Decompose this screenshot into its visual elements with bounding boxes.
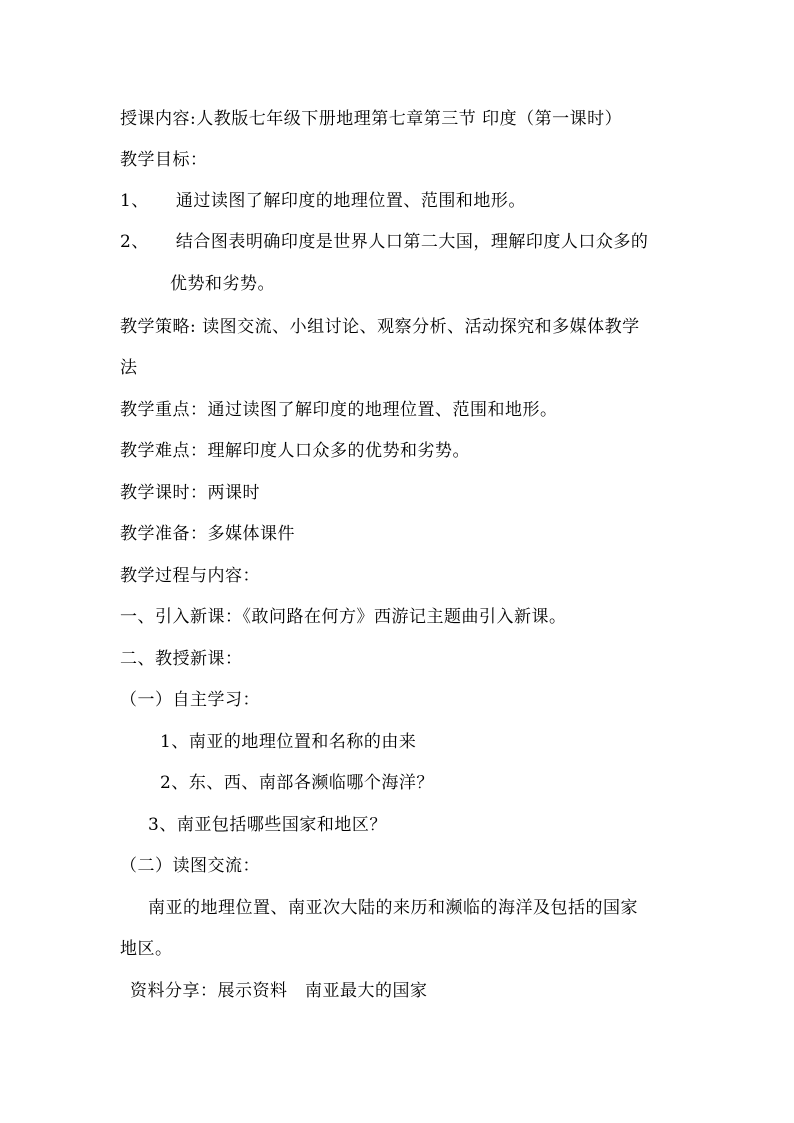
goal-2: [120, 231, 648, 253]
goal-1: [120, 190, 526, 212]
process-heading: 教学过程与内容：: [120, 566, 260, 586]
strategy-line-2: 法: [120, 358, 138, 378]
difficulty: 教学难点：理解印度人口众多的优势和劣势。: [120, 441, 470, 461]
goal-2-number: 2、: [120, 232, 149, 252]
strategy-line-1: 教学策略: 读图交流、小组讨论、观察分析、活动探究和多媒体教学: [120, 317, 640, 337]
goal-1-number: 1、: [120, 191, 149, 211]
paragraph-line-2: 地区。: [120, 939, 173, 959]
class-hours: 教学课时：两课时: [120, 483, 260, 503]
goals-heading: 教学目标：: [120, 150, 208, 170]
resource-share: 资料分享：展示资料 南亚最大的国家: [130, 981, 428, 1001]
preparation: 教学准备：多媒体课件: [120, 524, 295, 544]
teach-new-section: 二、教授新课：: [120, 649, 243, 669]
goal-2-text-line-1: 结合图表明确印度是世界人口第二大国，理解印度人口众多的: [175, 232, 649, 252]
map-reading-heading: （二）读图交流：: [120, 856, 260, 876]
goal-2-text-line-2: 优势和劣势。: [170, 274, 275, 294]
paragraph-line-1: 南亚的地理位置、南亚次大陆的来历和濒临的海洋及包括的国家: [148, 898, 638, 918]
course-content: 授课内容:人教版七年级下册地理第七章第三节 印度（第一课时）: [120, 109, 623, 129]
key-point: 教学重点：通过读图了解印度的地理位置、范围和地形。: [120, 400, 558, 420]
intro-section: 一、引入新课：《敢问路在何方》西游记主题曲引入新课。: [120, 607, 567, 627]
goal-1-text: 通过读图了解印度的地理位置、范围和地形。: [175, 191, 526, 211]
question-1: 1、南亚的地理位置和名称的由来: [160, 732, 417, 752]
question-3: 3、南亚包括哪些国家和地区？: [148, 815, 387, 835]
self-study-heading: （一）自主学习：: [120, 690, 260, 710]
question-2: 2、东、西、南部各濒临哪个海洋？: [160, 773, 434, 793]
